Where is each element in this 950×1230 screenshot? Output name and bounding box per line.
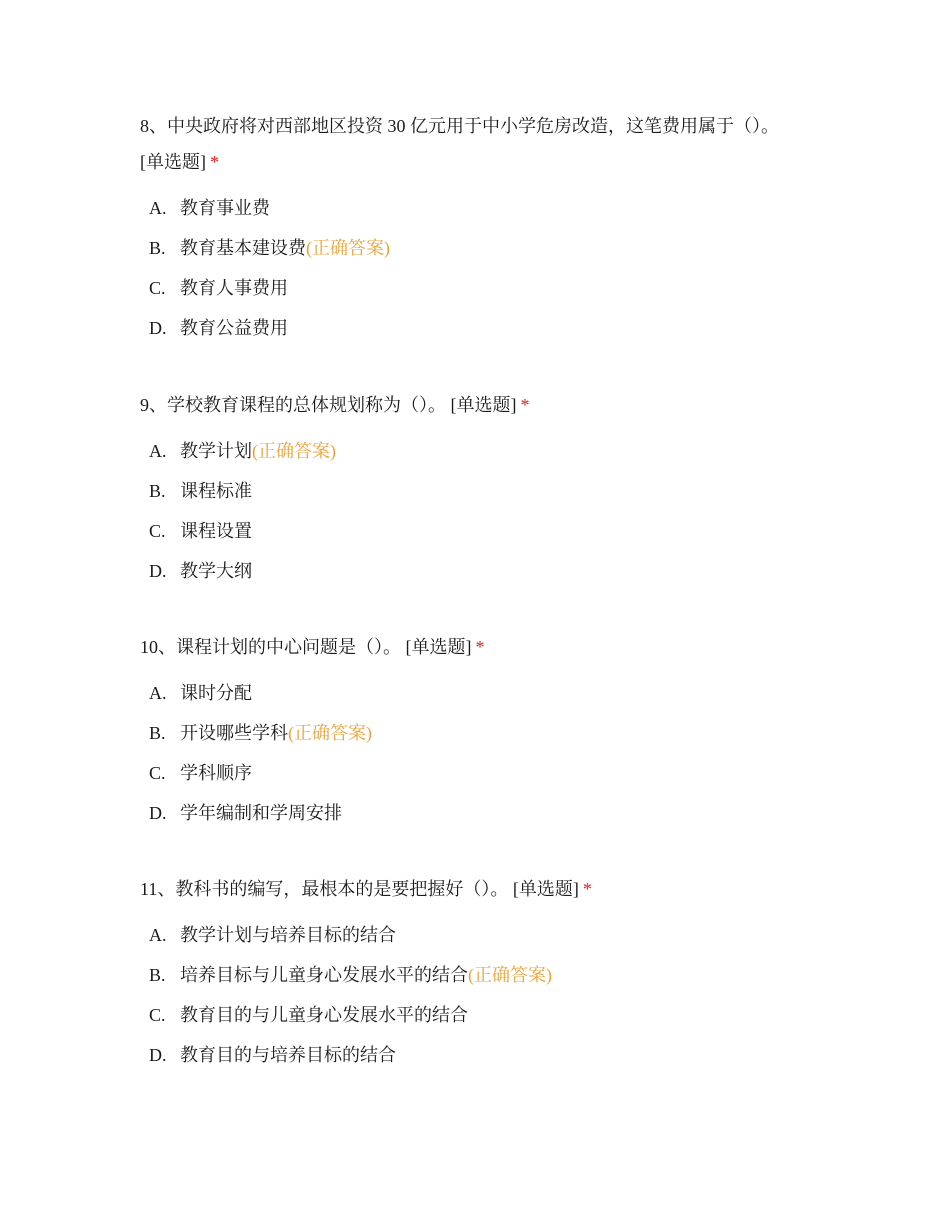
option-letter: D. [149,318,167,338]
option-list [140,673,820,833]
correct-answer-tag: (正确答案) [468,965,552,985]
option-letter: B. [149,965,166,985]
option-b [140,955,820,995]
option-text: 教育目的与培养目标的结合 [180,1045,396,1065]
option-a [140,188,820,228]
option-letter: C. [149,763,166,783]
option-b [140,228,820,268]
option-list [140,188,820,348]
option-text: 课程标准 [180,481,252,501]
option-text: 教学计划与培养目标的结合 [180,925,396,945]
option-d [140,551,820,591]
option-text: 教学大纲 [180,561,252,581]
question-type-tag: [单选题] [512,879,579,899]
option-text: 课时分配 [180,683,252,703]
correct-answer-tag: (正确答案) [306,238,390,258]
option-letter: A. [149,683,167,703]
option-c [140,268,820,308]
option-text: 学科顺序 [180,763,252,783]
question-type-tag: [单选题] [140,152,206,172]
option-text: 教育人事费用 [180,278,288,298]
question-title [140,629,820,665]
option-text: 培养目标与儿童身心发展水平的结合 [180,965,468,985]
question-11 [140,871,820,1075]
option-letter: B. [149,481,166,501]
required-mark: * [475,637,485,657]
question-title [140,108,820,180]
option-c [140,511,820,551]
option-a [140,431,820,471]
question-type-tag: [单选题] [450,395,517,415]
required-mark: * [520,395,530,415]
option-letter: C. [149,521,166,541]
question-title [140,871,820,907]
option-letter: D. [149,803,167,823]
option-a [140,915,820,955]
option-text: 教育事业费 [180,198,270,218]
question-text: 8、中央政府将对西部地区投资 30 亿元用于中小学危房改造，这笔费用属于（）。 [140,116,779,136]
correct-answer-tag: (正确答案) [288,723,372,743]
question-text: 11、教科书的编写，最根本的是要把握好（）。 [140,879,509,899]
option-text: 学年编制和学周安排 [180,803,342,823]
option-text: 教育基本建设费 [180,238,306,258]
option-c [140,753,820,793]
option-text: 开设哪些学科 [180,723,288,743]
option-a [140,673,820,713]
option-d [140,793,820,833]
option-d [140,1035,820,1075]
option-letter: A. [149,441,167,461]
option-text: 教学计划 [180,441,252,461]
option-letter: C. [149,1005,166,1025]
option-list [140,431,820,591]
question-9 [140,387,820,591]
question-text: 9、学校教育课程的总体规划称为（）。 [140,395,446,415]
required-mark: * [210,152,219,172]
question-8 [140,108,820,348]
required-mark: * [582,879,592,899]
option-letter: A. [149,925,167,945]
option-text: 课程设置 [180,521,252,541]
option-letter: C. [149,278,166,298]
option-list [140,915,820,1075]
option-letter: B. [149,723,166,743]
correct-answer-tag: (正确答案) [252,441,336,461]
option-letter: A. [149,198,167,218]
option-letter: B. [149,238,166,258]
option-c [140,995,820,1035]
option-letter: D. [149,1045,167,1065]
option-b [140,713,820,753]
option-text: 教育目的与儿童身心发展水平的结合 [180,1005,468,1025]
question-title [140,387,820,423]
option-text: 教育公益费用 [180,318,288,338]
option-letter: D. [149,561,167,581]
option-b [140,471,820,511]
question-10 [140,629,820,833]
question-text: 10、课程计划的中心问题是（）。 [140,637,401,657]
option-d [140,308,820,348]
question-type-tag: [单选题] [405,637,472,657]
